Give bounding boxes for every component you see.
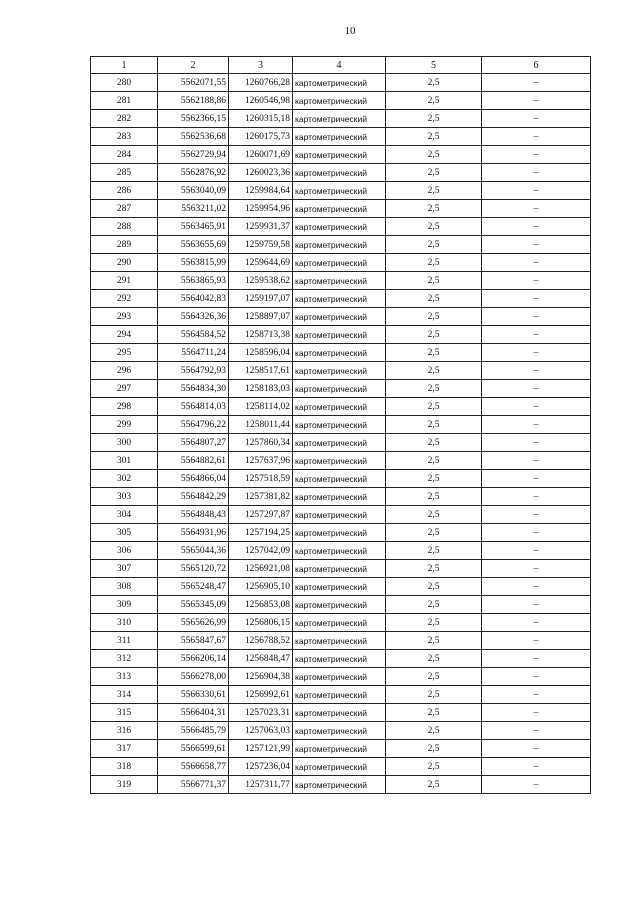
x-coordinate-cell: 5562536,68 <box>158 128 229 146</box>
table-row <box>91 542 591 560</box>
y-coordinate-cell: 1256904,38 <box>229 668 293 686</box>
point-number-cell: 305 <box>91 524 158 542</box>
x-coordinate-cell: 5565626,99 <box>158 614 229 632</box>
method-cell: картометрический <box>293 470 386 488</box>
point-number-cell: 313 <box>91 668 158 686</box>
point-number-cell: 290 <box>91 254 158 272</box>
table-row <box>91 200 591 218</box>
point-number-cell: 301 <box>91 452 158 470</box>
table-row <box>91 92 591 110</box>
method-cell: картометрический <box>293 416 386 434</box>
x-coordinate-cell: 5564792,93 <box>158 362 229 380</box>
table-row <box>91 632 591 650</box>
accuracy-cell: 2,5 <box>386 254 482 272</box>
point-number-cell: 314 <box>91 686 158 704</box>
x-coordinate-cell: 5566278,00 <box>158 668 229 686</box>
accuracy-cell: 2,5 <box>386 398 482 416</box>
x-coordinate-cell: 5564042,83 <box>158 290 229 308</box>
note-cell: – <box>482 236 591 254</box>
point-number-cell: 317 <box>91 740 158 758</box>
table-row <box>91 236 591 254</box>
note-cell: – <box>482 542 591 560</box>
column-header: 1 <box>91 57 158 74</box>
point-number-cell: 295 <box>91 344 158 362</box>
y-coordinate-cell: 1257381,82 <box>229 488 293 506</box>
note-cell: – <box>482 146 591 164</box>
point-number-cell: 303 <box>91 488 158 506</box>
table-body <box>91 74 591 794</box>
point-number-cell: 281 <box>91 92 158 110</box>
table-row <box>91 506 591 524</box>
note-cell: – <box>482 614 591 632</box>
accuracy-cell: 2,5 <box>386 344 482 362</box>
accuracy-cell: 2,5 <box>386 704 482 722</box>
y-coordinate-cell: 1258011,44 <box>229 416 293 434</box>
table-row <box>91 272 591 290</box>
accuracy-cell: 2,5 <box>386 686 482 704</box>
point-number-cell: 308 <box>91 578 158 596</box>
accuracy-cell: 2,5 <box>386 182 482 200</box>
y-coordinate-cell: 1256788,52 <box>229 632 293 650</box>
x-coordinate-cell: 5563211,02 <box>158 200 229 218</box>
method-cell: картометрический <box>293 542 386 560</box>
accuracy-cell: 2,5 <box>386 722 482 740</box>
table-row <box>91 308 591 326</box>
y-coordinate-cell: 1257121,99 <box>229 740 293 758</box>
accuracy-cell: 2,5 <box>386 146 482 164</box>
note-cell: – <box>482 488 591 506</box>
y-coordinate-cell: 1258183,03 <box>229 380 293 398</box>
accuracy-cell: 2,5 <box>386 110 482 128</box>
accuracy-cell: 2,5 <box>386 74 482 92</box>
note-cell: – <box>482 668 591 686</box>
method-cell: картометрический <box>293 578 386 596</box>
accuracy-cell: 2,5 <box>386 668 482 686</box>
accuracy-cell: 2,5 <box>386 596 482 614</box>
point-number-cell: 312 <box>91 650 158 668</box>
table-row <box>91 776 591 794</box>
point-number-cell: 296 <box>91 362 158 380</box>
point-number-cell: 280 <box>91 74 158 92</box>
point-number-cell: 294 <box>91 326 158 344</box>
point-number-cell: 304 <box>91 506 158 524</box>
method-cell: картометрический <box>293 182 386 200</box>
x-coordinate-cell: 5565120,72 <box>158 560 229 578</box>
table-row <box>91 254 591 272</box>
x-coordinate-cell: 5563465,91 <box>158 218 229 236</box>
accuracy-cell: 2,5 <box>386 776 482 794</box>
method-cell: картометрический <box>293 290 386 308</box>
note-cell: – <box>482 506 591 524</box>
note-cell: – <box>482 326 591 344</box>
x-coordinate-cell: 5562876,92 <box>158 164 229 182</box>
table-row <box>91 524 591 542</box>
note-cell: – <box>482 452 591 470</box>
accuracy-cell: 2,5 <box>386 218 482 236</box>
note-cell: – <box>482 632 591 650</box>
method-cell: картометрический <box>293 236 386 254</box>
note-cell: – <box>482 776 591 794</box>
note-cell: – <box>482 704 591 722</box>
x-coordinate-cell: 5564326,36 <box>158 308 229 326</box>
accuracy-cell: 2,5 <box>386 416 482 434</box>
point-number-cell: 309 <box>91 596 158 614</box>
x-coordinate-cell: 5563865,93 <box>158 272 229 290</box>
note-cell: – <box>482 650 591 668</box>
x-coordinate-cell: 5564796,22 <box>158 416 229 434</box>
method-cell: картометрический <box>293 164 386 182</box>
table-row <box>91 380 591 398</box>
table-row <box>91 488 591 506</box>
accuracy-cell: 2,5 <box>386 290 482 308</box>
accuracy-cell: 2,5 <box>386 560 482 578</box>
accuracy-cell: 2,5 <box>386 92 482 110</box>
coordinates-table <box>90 56 591 794</box>
method-cell: картометрический <box>293 614 386 632</box>
note-cell: – <box>482 200 591 218</box>
y-coordinate-cell: 1257236,04 <box>229 758 293 776</box>
accuracy-cell: 2,5 <box>386 578 482 596</box>
x-coordinate-cell: 5566206,14 <box>158 650 229 668</box>
point-number-cell: 293 <box>91 308 158 326</box>
table-row <box>91 128 591 146</box>
y-coordinate-cell: 1258517,61 <box>229 362 293 380</box>
accuracy-cell: 2,5 <box>386 326 482 344</box>
x-coordinate-cell: 5562188,86 <box>158 92 229 110</box>
accuracy-cell: 2,5 <box>386 236 482 254</box>
table-row <box>91 470 591 488</box>
y-coordinate-cell: 1260315,18 <box>229 110 293 128</box>
y-coordinate-cell: 1257518,59 <box>229 470 293 488</box>
method-cell: картометрический <box>293 362 386 380</box>
table-row <box>91 668 591 686</box>
y-coordinate-cell: 1259644,69 <box>229 254 293 272</box>
note-cell: – <box>482 578 591 596</box>
point-number-cell: 318 <box>91 758 158 776</box>
note-cell: – <box>482 416 591 434</box>
x-coordinate-cell: 5563655,69 <box>158 236 229 254</box>
x-coordinate-cell: 5566658,77 <box>158 758 229 776</box>
accuracy-cell: 2,5 <box>386 650 482 668</box>
x-coordinate-cell: 5564866,04 <box>158 470 229 488</box>
y-coordinate-cell: 1257860,34 <box>229 434 293 452</box>
note-cell: – <box>482 470 591 488</box>
note-cell: – <box>482 686 591 704</box>
table-row <box>91 578 591 596</box>
x-coordinate-cell: 5566404,31 <box>158 704 229 722</box>
point-number-cell: 286 <box>91 182 158 200</box>
point-number-cell: 306 <box>91 542 158 560</box>
point-number-cell: 315 <box>91 704 158 722</box>
accuracy-cell: 2,5 <box>386 200 482 218</box>
method-cell: картометрический <box>293 506 386 524</box>
y-coordinate-cell: 1256905,10 <box>229 578 293 596</box>
method-cell: картометрический <box>293 668 386 686</box>
x-coordinate-cell: 5562729,94 <box>158 146 229 164</box>
table-row <box>91 560 591 578</box>
accuracy-cell: 2,5 <box>386 452 482 470</box>
y-coordinate-cell: 1257194,25 <box>229 524 293 542</box>
accuracy-cell: 2,5 <box>386 614 482 632</box>
note-cell: – <box>482 110 591 128</box>
y-coordinate-cell: 1257297,87 <box>229 506 293 524</box>
method-cell: картометрический <box>293 254 386 272</box>
x-coordinate-cell: 5564584,52 <box>158 326 229 344</box>
method-cell: картометрический <box>293 146 386 164</box>
method-cell: картометрический <box>293 722 386 740</box>
note-cell: – <box>482 434 591 452</box>
note-cell: – <box>482 362 591 380</box>
point-number-cell: 288 <box>91 218 158 236</box>
table-row <box>91 686 591 704</box>
point-number-cell: 300 <box>91 434 158 452</box>
table-row <box>91 452 591 470</box>
point-number-cell: 316 <box>91 722 158 740</box>
table-row <box>91 758 591 776</box>
accuracy-cell: 2,5 <box>386 506 482 524</box>
note-cell: – <box>482 272 591 290</box>
accuracy-cell: 2,5 <box>386 380 482 398</box>
x-coordinate-cell: 5564882,61 <box>158 452 229 470</box>
x-coordinate-cell: 5563815,99 <box>158 254 229 272</box>
y-coordinate-cell: 1260023,36 <box>229 164 293 182</box>
point-number-cell: 307 <box>91 560 158 578</box>
note-cell: – <box>482 74 591 92</box>
x-coordinate-cell: 5565345,09 <box>158 596 229 614</box>
y-coordinate-cell: 1259759,58 <box>229 236 293 254</box>
table-row <box>91 290 591 308</box>
y-coordinate-cell: 1260071,69 <box>229 146 293 164</box>
x-coordinate-cell: 5566599,61 <box>158 740 229 758</box>
y-coordinate-cell: 1256806,15 <box>229 614 293 632</box>
y-coordinate-cell: 1260546,98 <box>229 92 293 110</box>
x-coordinate-cell: 5564834,30 <box>158 380 229 398</box>
method-cell: картометрический <box>293 560 386 578</box>
x-coordinate-cell: 5564711,24 <box>158 344 229 362</box>
y-coordinate-cell: 1259197,07 <box>229 290 293 308</box>
accuracy-cell: 2,5 <box>386 632 482 650</box>
point-number-cell: 291 <box>91 272 158 290</box>
method-cell: картометрический <box>293 524 386 542</box>
x-coordinate-cell: 5564848,43 <box>158 506 229 524</box>
accuracy-cell: 2,5 <box>386 164 482 182</box>
y-coordinate-cell: 1260175,73 <box>229 128 293 146</box>
note-cell: – <box>482 740 591 758</box>
table-row <box>91 146 591 164</box>
method-cell: картометрический <box>293 704 386 722</box>
x-coordinate-cell: 5565044,36 <box>158 542 229 560</box>
y-coordinate-cell: 1256853,08 <box>229 596 293 614</box>
note-cell: – <box>482 290 591 308</box>
y-coordinate-cell: 1259984,64 <box>229 182 293 200</box>
point-number-cell: 283 <box>91 128 158 146</box>
y-coordinate-cell: 1257063,03 <box>229 722 293 740</box>
note-cell: – <box>482 524 591 542</box>
table-row <box>91 740 591 758</box>
y-coordinate-cell: 1257023,31 <box>229 704 293 722</box>
method-cell: картометрический <box>293 92 386 110</box>
note-cell: – <box>482 254 591 272</box>
page-number: 10 <box>344 25 356 37</box>
point-number-cell: 297 <box>91 380 158 398</box>
table-row <box>91 344 591 362</box>
method-cell: картометрический <box>293 200 386 218</box>
accuracy-cell: 2,5 <box>386 128 482 146</box>
point-number-cell: 285 <box>91 164 158 182</box>
accuracy-cell: 2,5 <box>386 272 482 290</box>
method-cell: картометрический <box>293 218 386 236</box>
method-cell: картометрический <box>293 650 386 668</box>
x-coordinate-cell: 5563040,09 <box>158 182 229 200</box>
accuracy-cell: 2,5 <box>386 308 482 326</box>
method-cell: картометрический <box>293 128 386 146</box>
table-row <box>91 398 591 416</box>
table-row <box>91 74 591 92</box>
note-cell: – <box>482 380 591 398</box>
y-coordinate-cell: 1256992,61 <box>229 686 293 704</box>
column-header: 6 <box>482 57 591 74</box>
table-row <box>91 704 591 722</box>
x-coordinate-cell: 5566485,79 <box>158 722 229 740</box>
column-header: 3 <box>229 57 293 74</box>
y-coordinate-cell: 1259954,96 <box>229 200 293 218</box>
column-header: 2 <box>158 57 229 74</box>
accuracy-cell: 2,5 <box>386 488 482 506</box>
y-coordinate-cell: 1260766,28 <box>229 74 293 92</box>
note-cell: – <box>482 560 591 578</box>
note-cell: – <box>482 218 591 236</box>
note-cell: – <box>482 758 591 776</box>
point-number-cell: 299 <box>91 416 158 434</box>
x-coordinate-cell: 5564807,27 <box>158 434 229 452</box>
x-coordinate-cell: 5564931,96 <box>158 524 229 542</box>
point-number-cell: 282 <box>91 110 158 128</box>
method-cell: картометрический <box>293 272 386 290</box>
note-cell: – <box>482 164 591 182</box>
method-cell: картометрический <box>293 398 386 416</box>
table-row <box>91 182 591 200</box>
note-cell: – <box>482 398 591 416</box>
y-coordinate-cell: 1259931,37 <box>229 218 293 236</box>
x-coordinate-cell: 5564842,29 <box>158 488 229 506</box>
accuracy-cell: 2,5 <box>386 758 482 776</box>
y-coordinate-cell: 1257637,96 <box>229 452 293 470</box>
note-cell: – <box>482 596 591 614</box>
x-coordinate-cell: 5566771,37 <box>158 776 229 794</box>
y-coordinate-cell: 1258596,04 <box>229 344 293 362</box>
method-cell: картометрический <box>293 758 386 776</box>
table-row <box>91 650 591 668</box>
y-coordinate-cell: 1259538,62 <box>229 272 293 290</box>
point-number-cell: 284 <box>91 146 158 164</box>
table-row <box>91 722 591 740</box>
x-coordinate-cell: 5564814,03 <box>158 398 229 416</box>
point-number-cell: 298 <box>91 398 158 416</box>
note-cell: – <box>482 92 591 110</box>
method-cell: картометрический <box>293 686 386 704</box>
y-coordinate-cell: 1257311,77 <box>229 776 293 794</box>
method-cell: картометрический <box>293 740 386 758</box>
table-row <box>91 614 591 632</box>
accuracy-cell: 2,5 <box>386 434 482 452</box>
point-number-cell: 319 <box>91 776 158 794</box>
point-number-cell: 310 <box>91 614 158 632</box>
note-cell: – <box>482 182 591 200</box>
column-header: 4 <box>293 57 386 74</box>
y-coordinate-cell: 1256848,47 <box>229 650 293 668</box>
table-row <box>91 326 591 344</box>
method-cell: картометрический <box>293 74 386 92</box>
y-coordinate-cell: 1257042,09 <box>229 542 293 560</box>
table-row <box>91 164 591 182</box>
accuracy-cell: 2,5 <box>386 740 482 758</box>
x-coordinate-cell: 5562366,15 <box>158 110 229 128</box>
method-cell: картометрический <box>293 344 386 362</box>
point-number-cell: 311 <box>91 632 158 650</box>
accuracy-cell: 2,5 <box>386 362 482 380</box>
table-row <box>91 362 591 380</box>
note-cell: – <box>482 722 591 740</box>
method-cell: картометрический <box>293 326 386 344</box>
y-coordinate-cell: 1258713,38 <box>229 326 293 344</box>
x-coordinate-cell: 5565847,67 <box>158 632 229 650</box>
table-row <box>91 416 591 434</box>
point-number-cell: 292 <box>91 290 158 308</box>
table-header-row <box>91 57 591 74</box>
y-coordinate-cell: 1258114,02 <box>229 398 293 416</box>
note-cell: – <box>482 344 591 362</box>
method-cell: картометрический <box>293 434 386 452</box>
note-cell: – <box>482 128 591 146</box>
method-cell: картометрический <box>293 596 386 614</box>
point-number-cell: 287 <box>91 200 158 218</box>
point-number-cell: 302 <box>91 470 158 488</box>
x-coordinate-cell: 5565248,47 <box>158 578 229 596</box>
method-cell: картометрический <box>293 308 386 326</box>
table-row <box>91 596 591 614</box>
table-row <box>91 110 591 128</box>
accuracy-cell: 2,5 <box>386 470 482 488</box>
method-cell: картометрический <box>293 776 386 794</box>
accuracy-cell: 2,5 <box>386 542 482 560</box>
method-cell: картометрический <box>293 380 386 398</box>
x-coordinate-cell: 5566330,61 <box>158 686 229 704</box>
method-cell: картометрический <box>293 632 386 650</box>
method-cell: картометрический <box>293 452 386 470</box>
point-number-cell: 289 <box>91 236 158 254</box>
y-coordinate-cell: 1258897,07 <box>229 308 293 326</box>
method-cell: картометрический <box>293 488 386 506</box>
note-cell: – <box>482 308 591 326</box>
table-row <box>91 434 591 452</box>
accuracy-cell: 2,5 <box>386 524 482 542</box>
method-cell: картометрический <box>293 110 386 128</box>
table-row <box>91 218 591 236</box>
column-header: 5 <box>386 57 482 74</box>
x-coordinate-cell: 5562071,55 <box>158 74 229 92</box>
y-coordinate-cell: 1256921,08 <box>229 560 293 578</box>
